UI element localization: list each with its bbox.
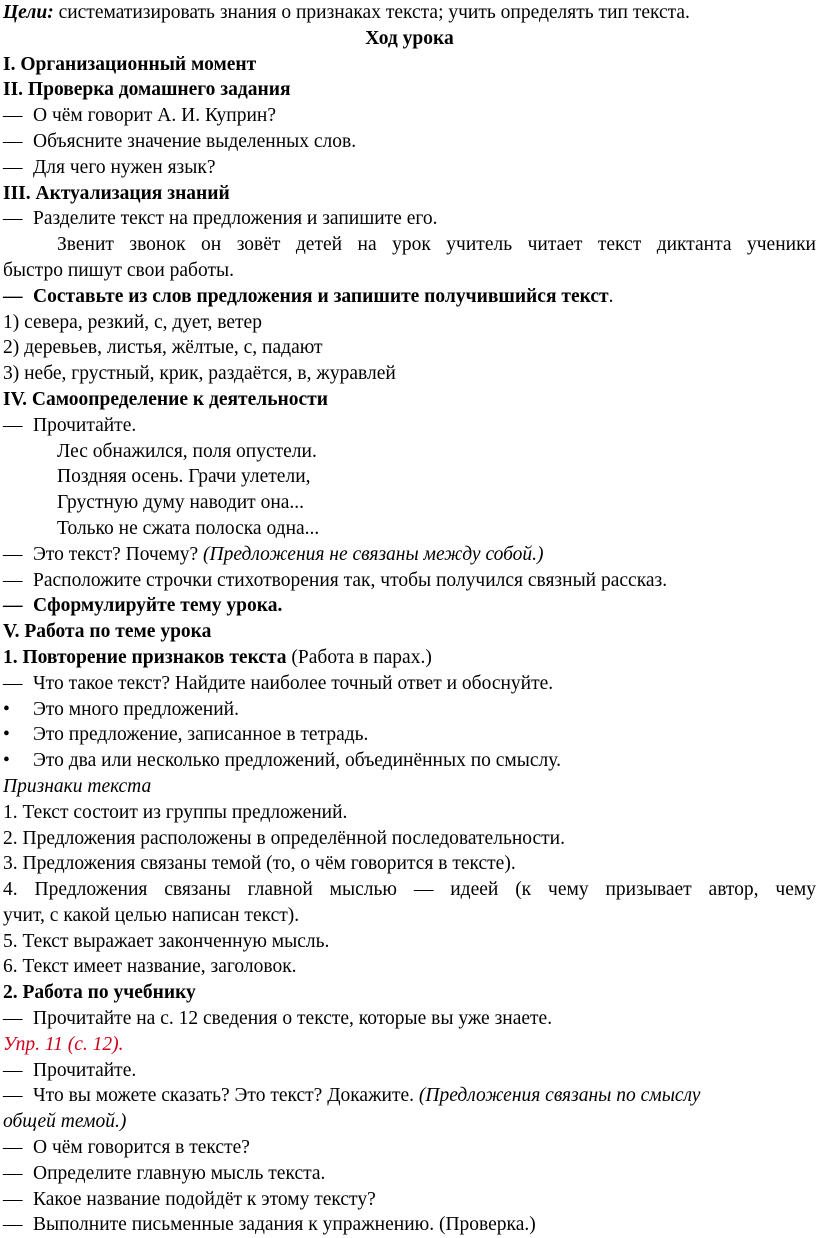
homework-question: — Для чего нужен язык? <box>3 155 816 181</box>
poem-line: Лес обнажился, поля опустели. <box>57 440 317 462</box>
sign-item: 3. Предложения связаны темой (то, о чём говорится в тексте). <box>3 853 516 875</box>
dash-marker: — <box>3 1085 23 1107</box>
exercise-item: — Что вы можете сказать? Это текст? Докажите. (Предложения связаны по смыслу <box>3 1083 816 1109</box>
read-instruction: — Прочитайте. <box>3 413 816 439</box>
poem-line: Грустную думу наводит она... <box>57 492 305 514</box>
exercise-item: — Определите главную мысль текста. <box>3 1161 816 1187</box>
section-1-heading: I. Организационный момент <box>3 53 257 75</box>
section-2-heading: II. Проверка домашнего задания <box>3 79 291 101</box>
exercise-item: — Прочитайте. <box>3 1058 816 1084</box>
dash-marker: — <box>3 156 23 178</box>
word-set: 2) деревьев, листья, жёлтые, с, падают <box>3 337 323 359</box>
task-arrange-lines: — Расположите строчки стихотворения так, чтобы получился связный рассказ. <box>3 568 816 594</box>
answer-note-continued: общей темой.) <box>3 1111 127 1133</box>
sign-item: 6. Текст имеет название, заголовок. <box>3 956 297 978</box>
textbook-task: — Прочитайте на с. 12 сведения о тексте, которые вы уже знаете. <box>3 1006 816 1032</box>
sign-item-continued: учит, с какой целью написан текст). <box>3 904 300 926</box>
homework-question: — Объясните значение выделенных слов. <box>3 129 816 155</box>
goals-text: систематизировать знания о признаках текста; учить определять тип текста. <box>53 2 690 23</box>
task-split-text: — Разделите текст на предложения и запишите его. <box>3 206 816 232</box>
question-is-text: — Это текст? Почему? (Предложения не связаны между собой.) <box>3 542 816 568</box>
goals-line <box>3 0 816 26</box>
dash-marker: — <box>3 414 23 436</box>
answer-note: (Предложения связаны по смыслу <box>418 1085 701 1107</box>
question-what-is-text: — Что такое текст? Найдите наиболее точный ответ и обоснуйте. <box>3 671 816 697</box>
bullet-marker: • <box>3 750 10 772</box>
poem-line: Поздняя осень. Грачи улетели, <box>57 466 311 488</box>
sign-item: 2. Предложения расположены в определённой последовательности. <box>3 827 565 849</box>
dictation-line: Звенит звонок он зовёт детей на урок учитель читает текст диктанта ученики <box>57 234 816 256</box>
subsection-1-heading: 1. Повторение признаков текста (Работа в парах.) <box>3 646 432 668</box>
bullet-marker: • <box>3 724 10 746</box>
sign-item: 5. Текст выражает законченную мысль. <box>3 930 330 952</box>
signs-title: Признаки текста <box>3 775 152 797</box>
dash-marker: — <box>3 1059 23 1081</box>
word-set: 3) небе, грустный, крик, раздаётся, в, журавлей <box>3 363 396 385</box>
dash-marker: — <box>3 105 23 127</box>
answer-option: • Это много предложений. <box>3 697 816 723</box>
sign-item: 4. Предложения связаны главной мыслью — идеей (к чему призывает автор, чему <box>3 879 816 901</box>
sign-item: 1. Текст состоит из группы предложений. <box>3 801 348 823</box>
answer-option: • Это два или несколько предложений, объединённых по смыслу. <box>3 748 816 774</box>
dash-marker: — <box>3 208 23 230</box>
task-compose-sentences: — Составьте из слов предложения и запишите получившийся текст. <box>3 284 816 310</box>
task-formulate-topic: — Сформулируйте тему урока. <box>3 593 816 619</box>
answer-option: • Это предложение, записанное в тетрадь. <box>3 722 816 748</box>
dash-marker: — <box>3 595 23 617</box>
dash-marker: — <box>3 569 23 591</box>
exercise-item: — Какое название подойдёт к этому тексту? <box>3 1187 816 1213</box>
section-4-heading: IV. Самоопределение к деятельности <box>3 388 328 410</box>
dash-marker: — <box>3 1162 23 1184</box>
exercise-item: — О чём говорится в тексте? <box>3 1135 816 1161</box>
lesson-title: Ход урока <box>365 27 454 49</box>
dictation-line: быстро пишут свои работы. <box>3 259 234 281</box>
dash-marker: — <box>3 1188 23 1210</box>
dash-marker: — <box>3 1008 23 1030</box>
dash-marker: — <box>3 130 23 152</box>
word-set: 1) севера, резкий, с, дует, ветер <box>3 311 262 333</box>
dash-marker: — <box>3 1214 23 1236</box>
exercise-item: — Выполните письменные задания к упражнению. (Проверка.) <box>3 1212 816 1238</box>
section-3-heading: III. Актуализация знаний <box>3 182 230 204</box>
dash-marker: — <box>3 543 23 565</box>
section-5-heading: V. Работа по теме урока <box>3 621 212 643</box>
dash-marker: — <box>3 1137 23 1159</box>
subsection-2-heading: 2. Работа по учебнику <box>3 982 196 1004</box>
bullet-marker: • <box>3 698 10 720</box>
answer-note: (Предложения не связаны между собой.) <box>203 543 544 565</box>
exercise-reference: Упр. 11 (с. 12). <box>3 1033 124 1055</box>
homework-question: — О чём говорит А. И. Куприн? <box>3 103 816 129</box>
poem-line: Только не сжата полоска одна... <box>57 517 320 539</box>
dash-marker: — <box>3 285 23 307</box>
dash-marker: — <box>3 672 23 694</box>
goals-label: Цели: <box>3 2 54 23</box>
